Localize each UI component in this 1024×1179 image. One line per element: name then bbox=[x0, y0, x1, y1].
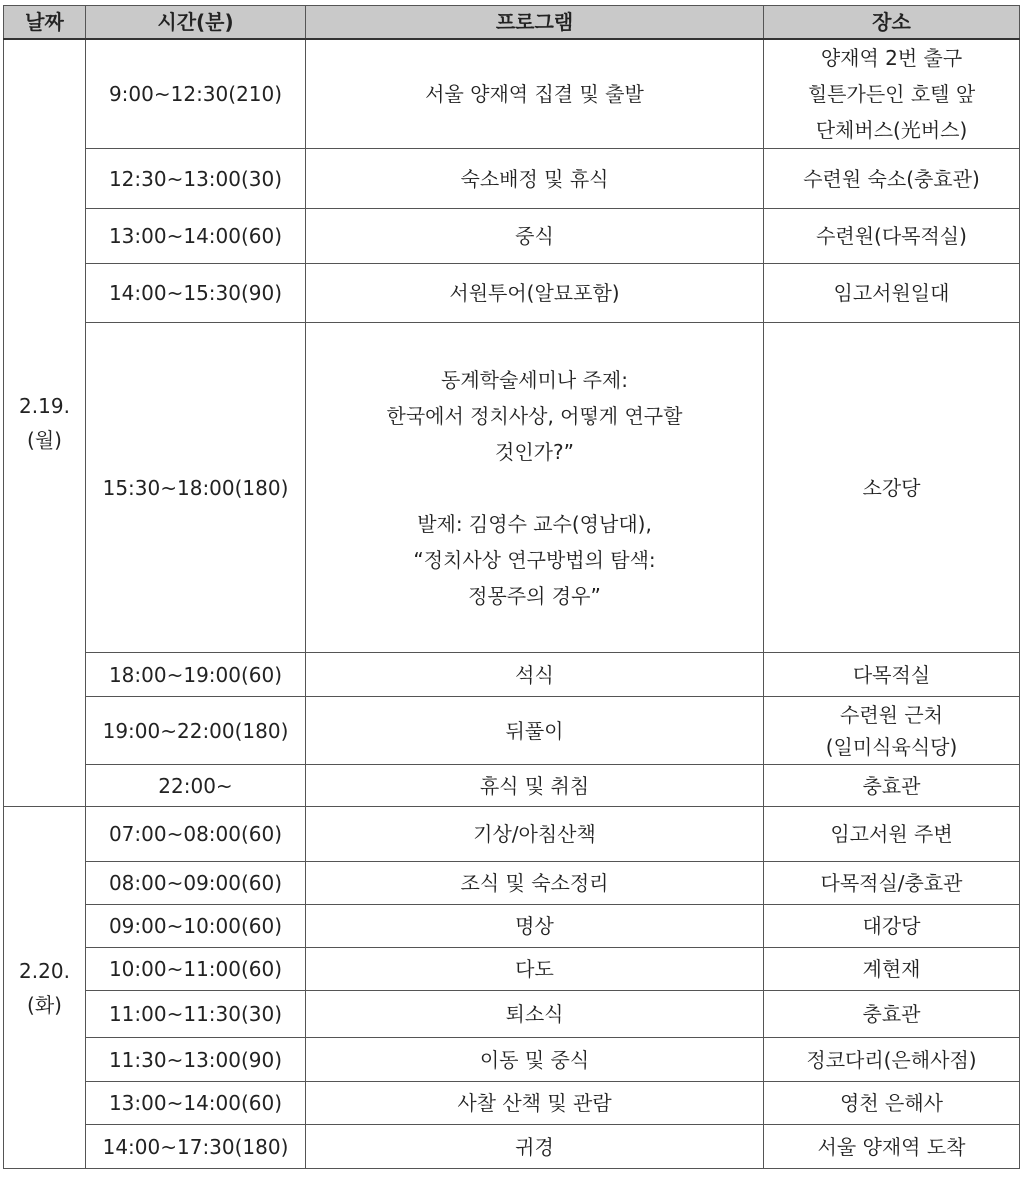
time-cell: 13:00~14:00(60) bbox=[86, 209, 306, 264]
table-row bbox=[4, 1082, 1020, 1125]
schedule-table bbox=[3, 5, 1020, 1169]
table-row bbox=[4, 264, 1020, 323]
time-cell: 09:00~10:00(60) bbox=[86, 905, 306, 948]
place-line: 단체버스(光버스) bbox=[815, 118, 968, 142]
table-row bbox=[4, 149, 1020, 209]
time-cell: 14:00~15:30(90) bbox=[86, 264, 306, 323]
table-row bbox=[4, 209, 1020, 264]
place-cell: 다목적실 bbox=[764, 653, 1020, 697]
time-cell: 12:30~13:00(30) bbox=[86, 149, 306, 209]
place-cell: 임고서원 주변 bbox=[764, 807, 1020, 862]
time-cell: 13:00~14:00(60) bbox=[86, 1082, 306, 1125]
seminar-line: 발제: 김영수 교수(영남대), bbox=[417, 511, 652, 536]
place-cell: 수련원(다목적실) bbox=[764, 209, 1020, 264]
place-cell: 소강당 bbox=[764, 323, 1020, 653]
table-row bbox=[4, 765, 1020, 807]
place-cell: 영천 은해사 bbox=[764, 1082, 1020, 1125]
program-cell: 명상 bbox=[306, 905, 764, 948]
program-cell: 뒤풀이 bbox=[306, 697, 764, 765]
program-cell: 귀경 bbox=[306, 1125, 764, 1169]
time-cell: 15:30~18:00(180) bbox=[86, 323, 306, 653]
place-line: (일미식육식당) bbox=[825, 734, 958, 759]
table-row bbox=[4, 991, 1020, 1038]
date-label: 2.20. bbox=[19, 958, 70, 983]
time-cell: 10:00~11:00(60) bbox=[86, 948, 306, 991]
table-row bbox=[4, 39, 1020, 149]
program-cell: 서원투어(알묘포함) bbox=[306, 264, 764, 323]
place-cell: 수련원 숙소(충효관) bbox=[764, 149, 1020, 209]
time-cell: 11:30~13:00(90) bbox=[86, 1038, 306, 1082]
seminar-line: 정몽주의 경우” bbox=[468, 583, 601, 608]
table-row bbox=[4, 1038, 1020, 1082]
program-cell: 사찰 산책 및 관람 bbox=[306, 1082, 764, 1125]
seminar-line: “정치사상 연구방법의 탐색: bbox=[413, 547, 656, 572]
program-cell: 이동 및 중식 bbox=[306, 1038, 764, 1082]
time-cell: 14:00~17:30(180) bbox=[86, 1125, 306, 1169]
time-cell: 18:00~19:00(60) bbox=[86, 653, 306, 697]
header-date: 날짜 bbox=[4, 6, 86, 40]
program-cell: 휴식 및 취침 bbox=[306, 765, 764, 807]
header-time: 시간(분) bbox=[86, 6, 306, 40]
program-cell: 석식 bbox=[306, 653, 764, 697]
table-row bbox=[4, 323, 1020, 653]
place-line: 수련원 근처 bbox=[840, 702, 943, 727]
place-cell: 임고서원일대 bbox=[764, 264, 1020, 323]
table-row bbox=[4, 862, 1020, 905]
header-row bbox=[4, 6, 1020, 40]
time-cell: 22:00~ bbox=[86, 765, 306, 807]
program-cell: 퇴소식 bbox=[306, 991, 764, 1038]
place-line: 힐튼가든인 호텔 앞 bbox=[807, 82, 976, 106]
weekday-label: (월) bbox=[27, 428, 62, 452]
place-cell: 정코다리(은해사점) bbox=[764, 1038, 1020, 1082]
date-cell-day2 bbox=[4, 807, 86, 1169]
seminar-line: 동계학술세미나 주제: bbox=[441, 367, 628, 392]
place-line: 양재역 2번 출구 bbox=[820, 46, 963, 70]
place-cell: 충효관 bbox=[764, 991, 1020, 1038]
time-cell: 07:00~08:00(60) bbox=[86, 807, 306, 862]
program-cell: 기상/아침산책 bbox=[306, 807, 764, 862]
place-cell bbox=[764, 697, 1020, 765]
program-cell: 숙소배정 및 휴식 bbox=[306, 149, 764, 209]
table-row bbox=[4, 653, 1020, 697]
table-row bbox=[4, 948, 1020, 991]
header-place: 장소 bbox=[764, 6, 1020, 40]
program-cell: 중식 bbox=[306, 209, 764, 264]
program-cell-seminar bbox=[306, 323, 764, 653]
place-cell: 서울 양재역 도착 bbox=[764, 1125, 1020, 1169]
place-cell bbox=[764, 39, 1020, 149]
program-cell: 다도 bbox=[306, 948, 764, 991]
header-program: 프로그램 bbox=[306, 6, 764, 40]
seminar-line: 것인가?” bbox=[495, 439, 574, 464]
date-label: 2.19. bbox=[19, 394, 70, 418]
program-cell: 서울 양재역 집결 및 출발 bbox=[306, 39, 764, 149]
time-cell: 08:00~09:00(60) bbox=[86, 862, 306, 905]
seminar-gap bbox=[310, 470, 759, 506]
table-row bbox=[4, 1125, 1020, 1169]
time-cell: 11:00~11:30(30) bbox=[86, 991, 306, 1038]
seminar-line: 한국에서 정치사상, 어떻게 연구할 bbox=[386, 403, 683, 428]
place-cell: 충효관 bbox=[764, 765, 1020, 807]
table-row bbox=[4, 697, 1020, 765]
program-cell: 조식 및 숙소정리 bbox=[306, 862, 764, 905]
time-cell: 9:00~12:30(210) bbox=[86, 39, 306, 149]
place-cell: 다목적실/충효관 bbox=[764, 862, 1020, 905]
date-cell-day1 bbox=[4, 39, 86, 807]
place-cell: 계현재 bbox=[764, 948, 1020, 991]
weekday-label: (화) bbox=[27, 992, 62, 1017]
table-row bbox=[4, 807, 1020, 862]
table-row bbox=[4, 905, 1020, 948]
place-cell: 대강당 bbox=[764, 905, 1020, 948]
time-cell: 19:00~22:00(180) bbox=[86, 697, 306, 765]
